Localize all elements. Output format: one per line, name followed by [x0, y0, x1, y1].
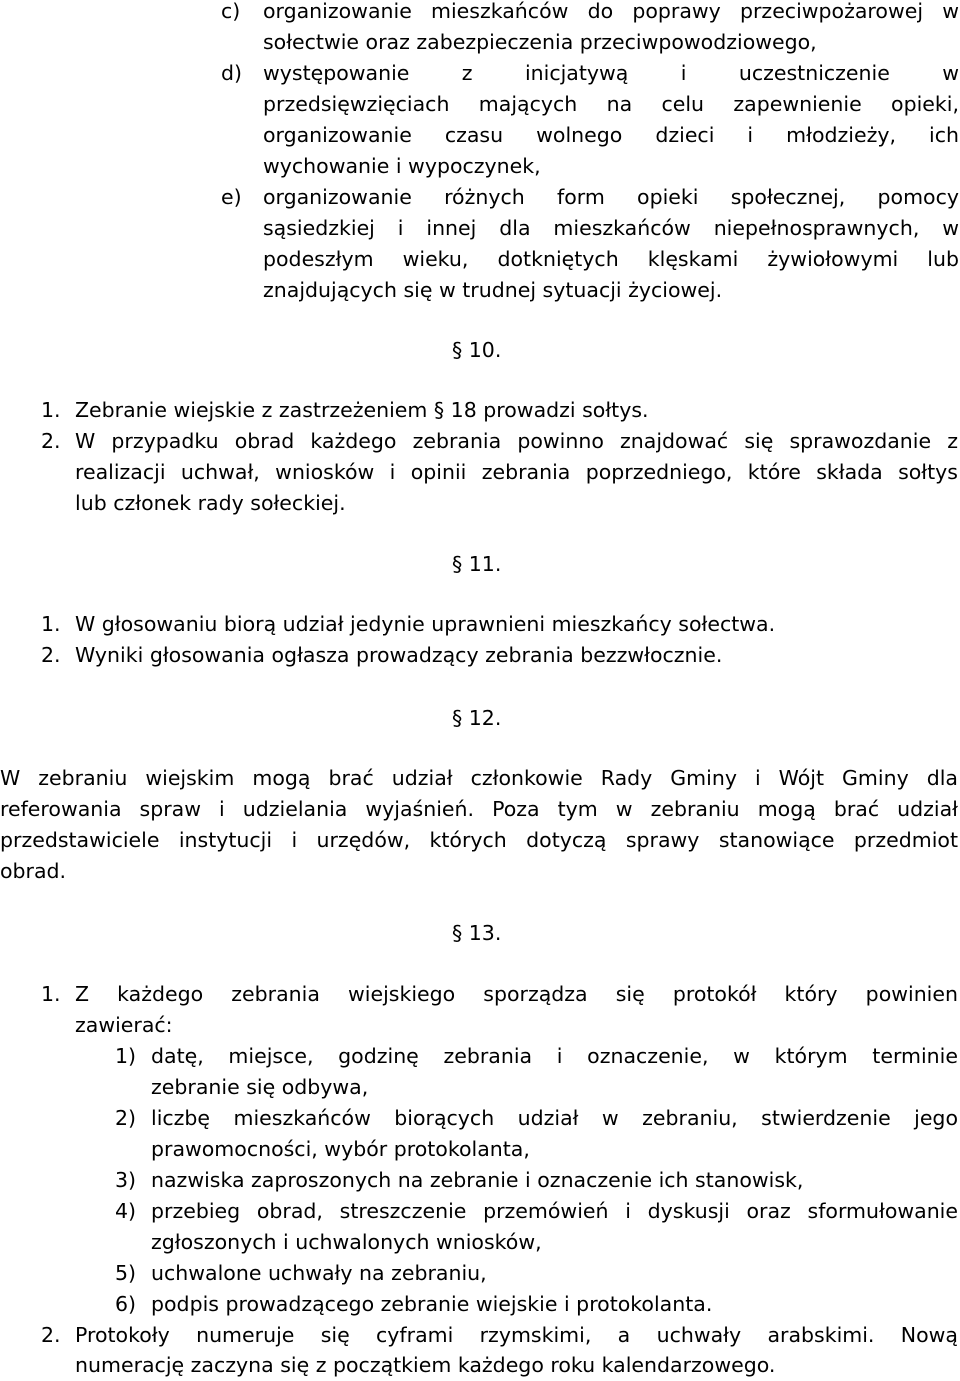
subitem-line: nazwiska zaproszonych na zebranie i oznaczenie ich stanowisk, — [151, 1168, 804, 1192]
list-item-c-line: sołectwie oraz zabezpieczenia przeciwpowodziowego, — [263, 30, 817, 54]
paragraph-line: zawierać: — [75, 1013, 173, 1037]
subitem-line: prawomocności, wybór protokolanta, — [151, 1137, 530, 1161]
paragraph-line: W głosowaniu biorą udział jedynie uprawnieni mieszkańcy sołectwa. — [75, 612, 776, 636]
paragraph-line: Protokoły numeruje się cyframi rzymskimi, a uchwały arabskimi. Nową — [75, 1323, 958, 1347]
subitem-line: datę, miejsce, godzinę zebrania i oznaczenie, w którym terminie — [151, 1044, 958, 1068]
list-item-e-line: sąsiedzkiej i innej dla mieszkańców niepełnosprawnych, w — [263, 216, 959, 240]
subitem-number: 3) — [115, 1168, 137, 1192]
item-number: 2. — [41, 1323, 61, 1347]
subitem-number: 6) — [115, 1292, 137, 1316]
list-item-d-line: występowanie z inicjatywą i uczestniczenie w — [263, 61, 959, 85]
paragraph-line: W przypadku obrad każdego zebrania powinno znajdować się sprawozdanie z — [75, 429, 958, 453]
section-heading-12: § 12. — [452, 706, 502, 730]
subitem-number: 4) — [115, 1199, 137, 1223]
subitem-line: liczbę mieszkańców biorących udział w zebraniu, stwierdzenie jego — [151, 1106, 958, 1130]
paragraph-line: lub członek rady sołeckiej. — [75, 491, 346, 515]
list-marker-d: d) — [221, 61, 243, 85]
list-item-c-line: organizowanie mieszkańców do poprawy przeciwpożarowej w — [263, 0, 959, 23]
list-marker-e: e) — [221, 185, 242, 209]
list-item-d-line: wychowanie i wypoczynek, — [263, 154, 541, 178]
subitem-number: 5) — [115, 1261, 137, 1285]
subitem-number: 1) — [115, 1044, 137, 1068]
paragraph-line: Wyniki głosowania ogłasza prowadzący zebrania bezzwłocznie. — [75, 643, 723, 667]
paragraph-line: numerację zaczyna się z początkiem każdego roku kalendarzowego. — [75, 1353, 776, 1377]
item-number: 2. — [41, 643, 61, 667]
item-number: 1. — [41, 612, 61, 636]
list-item-d-line: organizowanie czasu wolnego dzieci i młodzieży, ich — [263, 123, 959, 147]
item-number: 2. — [41, 429, 61, 453]
section-heading-11: § 11. — [452, 552, 502, 576]
paragraph-line: Z każdego zebrania wiejskiego sporządza się protokół który powinien — [75, 982, 958, 1006]
subitem-line: uchwalone uchwały na zebraniu, — [151, 1261, 487, 1285]
subitem-line: przebieg obrad, streszczenie przemówień i dyskusji oraz sformułowanie — [151, 1199, 958, 1223]
section-heading-13: § 13. — [452, 921, 502, 945]
paragraph-line: W zebraniu wiejskim mogą brać udział członkowie Rady Gminy i Wójt Gminy dla — [0, 766, 958, 790]
list-item-e-line: organizowanie różnych form opieki społecznej, pomocy — [263, 185, 959, 209]
subitem-line: zebranie się odbywa, — [151, 1075, 369, 1099]
section-heading-10: § 10. — [452, 338, 502, 362]
subitem-line: zgłoszonych i uchwalonych wniosków, — [151, 1230, 542, 1254]
list-marker-c: c) — [221, 0, 241, 23]
paragraph-line: referowania spraw i udzielania wyjaśnień. Poza tym w zebraniu mogą brać udział — [0, 797, 958, 821]
paragraph-line: realizacji uchwał, wniosków i opinii zebrania poprzedniego, które składa sołtys — [75, 460, 958, 484]
paragraph-line: Zebranie wiejskie z zastrzeżeniem § 18 prowadzi sołtys. — [75, 398, 649, 422]
paragraph-line: przedstawiciele instytucji i urzędów, których dotyczą sprawy stanowiące przedmiot — [0, 828, 958, 852]
list-item-d-line: przedsięwzięciach mających na celu zapewnienie opieki, — [263, 92, 959, 116]
subitem-number: 2) — [115, 1106, 137, 1130]
list-item-e-line: podeszłym wieku, dotkniętych klęskami żywiołowymi lub — [263, 247, 959, 271]
list-item-e-line: znajdujących się w trudnej sytuacji życiowej. — [263, 278, 723, 302]
paragraph-line: obrad. — [0, 859, 67, 883]
item-number: 1. — [41, 982, 61, 1006]
subitem-line: podpis prowadzącego zebranie wiejskie i protokolanta. — [151, 1292, 713, 1316]
item-number: 1. — [41, 398, 61, 422]
